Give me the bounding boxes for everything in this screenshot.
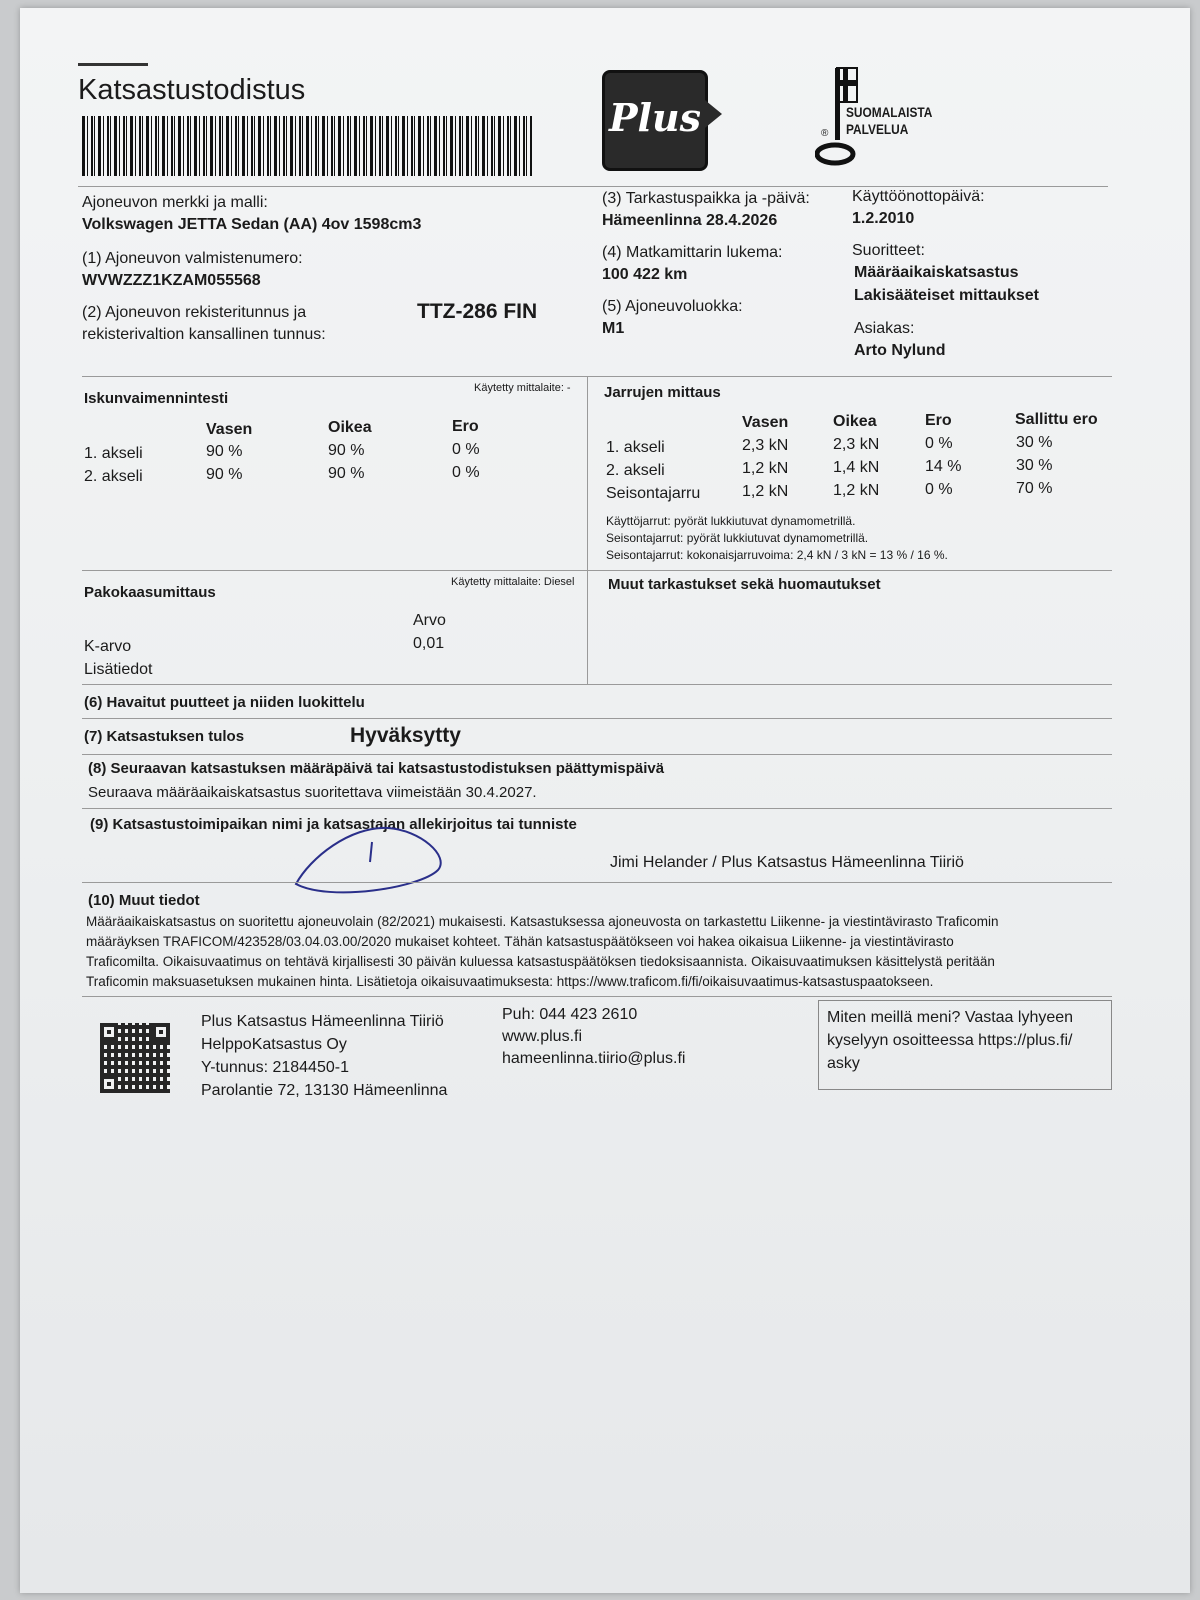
shock-header-diff: Ero [452,418,479,435]
brake-test-title: Jarrujen mittaus [604,384,721,401]
customer-label: Asiakas: [854,320,915,337]
place-label: (3) Tarkastuspaikka ja -päivä: [602,190,810,207]
document-title: Katsastustodistus [78,74,306,106]
odometer-value: 100 422 km [602,266,688,283]
first-use-label: Käyttöönottopäivä: [852,188,985,205]
vin-label: (1) Ajoneuvon valmistenumero: [82,250,303,267]
vin-value: WVWZZZ1KZAM055568 [82,272,261,289]
inspector-name: Jimi Helander / Plus Katsastus Hämeenlinna Tiiriö [610,854,964,871]
make-label: Ajoneuvon merkki ja malli: [82,194,268,211]
exhaust-test-title: Pakokaasumittaus [84,584,216,601]
phone-number: Puh: 044 423 2610 [502,1006,638,1023]
brake-header-allowed: Sallittu ero [1015,411,1098,428]
feedback-text: Miten meillä meni? Vastaa lyhyeen kyselyyn osoitteessa https://plus.fi/ asky [827,1009,1074,1072]
other-checks-title: Muut tarkastukset sekä huomautukset [608,576,881,593]
plus-logo-arrow-icon [700,96,722,132]
defects-title: (6) Havaitut puutteet ja niiden luokittelu [84,694,365,711]
performed-item: Määräaikaiskatsastus [854,264,1019,281]
registered-mark: ® [821,128,829,139]
company-info: Plus Katsastus Hämeenlinna Tiiriö HelppoKatsastus Oy Y-tunnus: 2184450-1 Parolantie 72, 13130 Hämeenlinna [201,1013,448,1099]
k-value: 0,01 [413,635,445,652]
other-info-title: (10) Muut tiedot [88,892,200,909]
signature-title: (9) Katsastustoimipaikan nimi ja katsastajan allekirjoitus tai tunniste [90,816,577,833]
reg-label-2: rekisterivaltion kansallinen tunnus: [82,326,326,343]
qr-code [100,1023,170,1093]
contact-info [502,1004,685,1070]
email-address: hameenlinna.tiirio@plus.fi [502,1050,686,1067]
signature-mark [290,818,450,898]
result-label: (7) Katsastuksen tulos [84,728,245,745]
brake-note: Seisontajarrut: kokonaisjarruvoima: 2,4 kN / 3 kN = 13 % / 16 %. [606,548,948,562]
make-value: Volkswagen JETTA Sedan (AA) 4ov 1598cm3 [82,216,422,233]
customer-name: Arto Nylund [854,342,946,359]
next-inspection-date: Seuraava määräaikaiskatsastus suoritettava viimeistään 30.4.2027. [88,784,537,801]
plus-logo: Plus [602,70,708,171]
first-use-value: 1.2.2010 [852,210,915,227]
exhaust-value-header: Arvo [413,612,446,629]
brake-note: Seisontajarrut: pyörät lukkiutuvat dynamometrillä. [606,531,869,545]
vehicle-class-value: M1 [602,320,625,337]
inspection-result: Hyväksytty [350,724,461,747]
reg-label-1: (2) Ajoneuvon rekisteritunnus ja [82,304,307,321]
registration-number: TTZ-286 FIN [417,300,538,323]
performed-label: Suoritteet: [852,242,925,259]
shock-header-left: Vasen [206,421,253,438]
shock-test-title: Iskunvaimennintesti [84,390,229,407]
brake-header-diff: Ero [925,412,952,429]
inspection-certificate: Katsastustodistus Plus SUOMALAISTA PALVELUA ® Ajoneuvon merkki ja malli: Volkswagen JETTA Sedan (AA) 4ov 1598cm3 (1) Ajoneuvon valmistenumero: WVWZZZ1KZAM055568 (2) Ajoneuvon rekisteritunnus ja rekisterivaltion kansallinen tunnus: TTZ-286 FIN (3) Tarkastuspaikka ja -päivä: Hämeenlinna 28.4.2026 (4) Matkamittarin lukema: 100 422 km (5) Ajoneuvoluokka: M1 Käyttöönottopäivä: 1.2.2010 Suoritteet: Määräaikaiskatsastus Lakisääteiset mittaukset Asiakas: Arto Nylund Iskunvaimennintesti Käytetty mittalaite: - Vasen Oikea Ero 1. akseli 90 % 90 % 0 % 2. akseli 90 % 90 % 0 % Jarrujen mittaus Vasen Oikea Ero Sallittu ero 1. akseli 2,3 kN 2,3 kN 0 % 30 % 2. akseli 1,2 kN 1,4 kN 14 % 30 % Seisontajarru 1,2 kN 1,2 kN 0 % 70 % Käyttöjarrut: pyörät lukkiutuvat dynamometrillä. Seisontajarrut: pyörät lukkiutuvat dynamometrillä. Seisontajarrut: kokonaisjarruvoima: 2,4 kN / 3 kN = 13 % / 16 %. Pakokaasumittaus Käytetty mittalaite: Diesel Arvo K-arvo 0,01 Lisätiedot Muut tarkastukset sekä huomautukset (6) Havaitut puutteet ja niiden luokittelu (7) Katsastuksen tulos Hyväksytty (8) Seuraavan katsastuksen määräpäivä tai katsastustodistuksen päättymispäivä Seuraava määräaikaiskatsastus suoritettava viimeistään 30.4.2027. (9) Katsastustoimipaikan nimi ja katsastajan allekirjoitus tai tunniste Jimi Helander / Plus Katsastus Hämeenlinna Tiiriö (10) Muut tiedot Määräaikaiskatsastus on suoritettu ajoneuvolain (82/2021) mukaisesti. Katsastuksessa ajoneuvosta on tarkastettu Liikenne- ja viestintävirasto Traficomin määräyksen TRAFICOM/423528/03.04.03.00/2020 mukaiset kohteet. Tähän katsastuspäätökseen voi hakea oikaisua Liikenne- ja viestintävirasto Traficomilta. Oikaisuvaatimus on tehtävä kirjallisesti 30 päivän kuluessa katsastuspäätöksen tiedoksisaannista. Oikaisuvaatimuksen käsittelystä peritään Traficomin maksuasetuksen mukainen hinta. Lisätietoja oikaisuvaatimuksesta: https://www.traficom.fi/fi/oikaisuvaatimus-katsastuspaatokseen. Plus Katsastus Hämeenlinna Tiiriö HelppoKatsastus Oy Y-tunnus: 2184450-1 Parolantie 72, 13130 Hämeenlinna Puh: 044 423 2610 www.plus.fi hameenlinna.tiirio@plus.fi Miten meillä meni? Vastaa lyhyeen kyselyyn osoitteessa https://plus.fi/ asky [20,8,1190,1593]
odometer-label: (4) Matkamittarin lukema: [602,244,783,261]
k-value-label: K-arvo [84,638,132,655]
vehicle-class-label: (5) Ajoneuvoluokka: [602,298,743,315]
brake-header-left: Vasen [742,414,789,431]
place-value: Hämeenlinna 28.4.2026 [602,212,778,229]
brake-header-right: Oikea [833,413,877,430]
performed-item: Lakisääteiset mittaukset [854,287,1039,304]
extra-info-label: Lisätiedot [84,661,153,678]
barcode [82,116,532,176]
brake-note: Käyttöjarrut: pyörät lukkiutuvat dynamometrillä. [606,514,856,528]
shock-device: Käytetty mittalaite: - [474,382,571,394]
next-inspection-title: (8) Seuraavan katsastuksen määräpäivä tai katsastustodistuksen päättymispäivä [88,760,665,777]
shock-header-right: Oikea [328,419,372,436]
other-info-text: Määräaikaiskatsastus on suoritettu ajoneuvolain (82/2021) mukaisesti. Katsastuksessa ajoneuvosta on tarkastettu Liikenne- ja viestintävirasto Traficomin määräyksen TRAFICOM/423528/03.04.03.00/2020 mukaiset kohteet. Tähän katsastuspäätökseen voi hakea oikaisua Liikenne- ja viestintävirasto Traficomilta. Oikaisuvaatimus on tehtävä kirjallisesti 30 päivän kuluessa katsastuspäätöksen tiedoksisaannista. Oikaisuvaatimuksen käsittelystä peritään Traficomin maksuasetuksen mukainen hinta. Lisätietoja oikaisuvaatimuksesta: https://www.traficom.fi/fi/oikaisuvaatimus-katsastuspaatokseen. [86,914,999,989]
finnish-key-label: SUOMALAISTA PALVELUA [846,104,933,137]
exhaust-device: Käytetty mittalaite: Diesel [451,576,575,588]
website-link: www.plus.fi [502,1028,583,1045]
